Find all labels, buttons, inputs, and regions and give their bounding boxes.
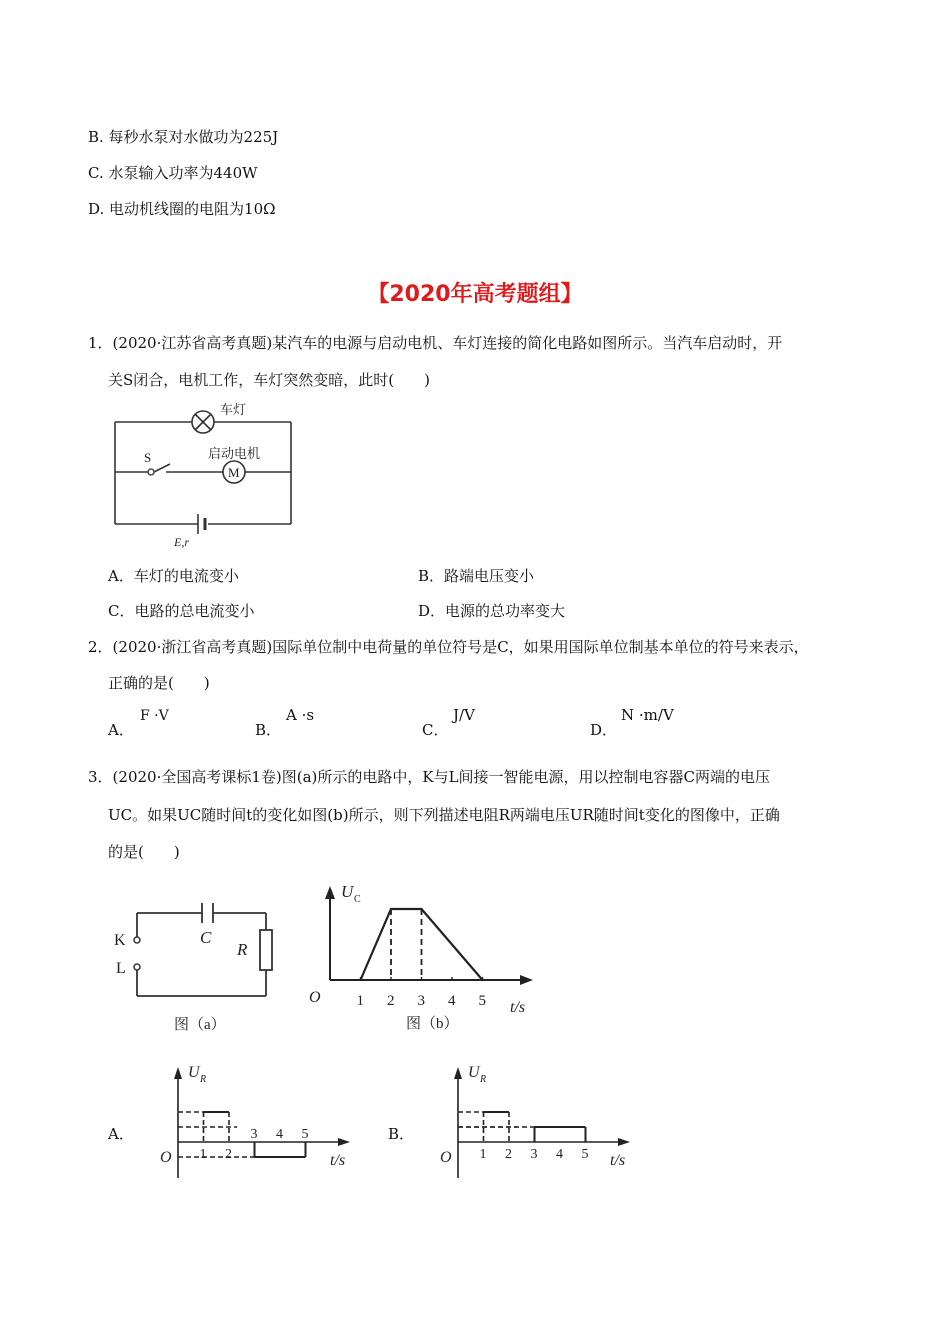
q2-option-a-expr: F ·V (140, 708, 169, 724)
fig-a-caption: 图（a） (174, 1017, 226, 1033)
option-a-tick-label-2: 2 (225, 1147, 232, 1162)
uc-ylabel: U (341, 882, 354, 901)
q2-option-d-letter: D． (590, 721, 618, 739)
uc-tick-label-2: 2 (387, 993, 395, 1009)
option-a-tick-label-3: 3 (250, 1127, 258, 1142)
fig-b-caption: 图（b） (406, 1016, 459, 1032)
option-b-origin: O (440, 1149, 452, 1166)
q3-stem-line3: 的是( ) (108, 843, 180, 861)
terminal-k: K (114, 932, 126, 949)
q2-stem-line2: 正确的是( ) (108, 674, 210, 692)
option-a-ylabel-sub: R (200, 1074, 207, 1085)
option-a-ylabel: U (188, 1064, 200, 1081)
option-b-xlabel: t/s (610, 1152, 626, 1169)
motor-symbol: M (228, 465, 240, 480)
option-b-ylabel-sub: R (480, 1074, 487, 1085)
q2-option-c-letter: C． (422, 721, 449, 739)
option-b-ylabel: U (468, 1064, 480, 1081)
q3-stem-line2: UC。如果UC随时间t的变化如图(b)所示，则下列描述电阻R两端电压UR随时间t变化的图像中，正确 (108, 806, 780, 824)
option-a-xlabel: t/s (330, 1152, 346, 1169)
option-a-tick-label-5: 5 (301, 1127, 309, 1142)
q2-option-d-expr: N ·m/V (621, 706, 674, 724)
switch-label: S (144, 450, 152, 465)
q1-option-b: B．路端电压变小 (418, 567, 535, 585)
option-b-tick-label-5: 5 (581, 1147, 589, 1162)
q3-option-a-letter: A． (108, 1125, 134, 1143)
q2-option-b-letter: B． (255, 721, 282, 739)
option-b-tick-label-3: 3 (530, 1147, 538, 1162)
q1-option-d: D．电源的总功率变大 (418, 602, 566, 620)
prev-option-b: B. 每秒水泵对水做功为225J (88, 128, 279, 146)
option-b-marks (458, 1112, 589, 1162)
uc-origin: O (309, 989, 321, 1006)
lamp-label: 车灯 (220, 402, 247, 417)
resistor-label: R (237, 940, 248, 959)
terminal-l: L (116, 960, 126, 977)
q3-circuit-a (110, 895, 290, 1035)
q2-option-b-expr: A ·s (286, 706, 315, 724)
option-b-tick-label-1: 1 (479, 1147, 487, 1162)
q3-option-b-chart (430, 1060, 640, 1185)
option-b-tick-label-2: 2 (505, 1147, 512, 1162)
q3-stem-line1: 3．(2020·全国高考课标1卷)图(a)所示的电路中，K与L间接一智能电源，用以控制电容器C两端的电压 (88, 768, 771, 786)
section-title: 【2020年高考题组】 (367, 282, 583, 307)
uc-ticks (357, 977, 487, 1009)
q1-circuit-diagram (108, 400, 298, 550)
uc-tick-label-4: 4 (448, 993, 456, 1009)
prev-option-d: D. 电动机线圈的电阻为10Ω (88, 200, 276, 218)
uc-xlabel: t/s (510, 999, 526, 1016)
option-a-tick-label-1: 1 (199, 1147, 207, 1162)
option-b-tick-label-4: 4 (556, 1147, 563, 1162)
q3-option-b-letter: B． (388, 1125, 415, 1143)
option-a-marks (178, 1112, 309, 1162)
q2-option-a-letter: A． (108, 721, 134, 739)
capacitor-label: C (200, 928, 212, 947)
q3-option-a-chart (150, 1060, 360, 1185)
uc-tick-label-5: 5 (478, 993, 486, 1009)
q1-stem-line2: 关S闭合，电机工作，车灯突然变暗，此时( ) (108, 371, 430, 389)
uc-tick-label-3: 3 (417, 993, 425, 1009)
battery-label: E,r (174, 535, 189, 549)
q1-stem-line1: 1．(2020·江苏省高考真题)某汽车的电源与启动电机、车灯连接的简化电路如图所示。当汽车启动时，开 (88, 334, 783, 352)
motor-label: 启动电机 (208, 446, 261, 461)
q1-option-c: C．电路的总电流变小 (108, 602, 255, 620)
option-a-origin: O (160, 1149, 172, 1166)
q2-option-c-expr: J/V (453, 706, 475, 724)
option-a-tick-label-4: 4 (276, 1127, 283, 1142)
prev-option-c: C. 水泵输入功率为440W (88, 164, 258, 182)
uc-tick-label-1: 1 (356, 993, 364, 1009)
uc-ylabel-sub: C (354, 894, 361, 905)
uc-dashes (391, 909, 422, 980)
q3-chart-uc (300, 880, 550, 1040)
q2-stem-line1: 2．(2020·浙江省高考真题)国际单位制中电荷量的单位符号是C，如果用国际单位制基本单位的符号来表示， (88, 638, 809, 656)
q1-option-a: A．车灯的电流变小 (108, 567, 239, 585)
